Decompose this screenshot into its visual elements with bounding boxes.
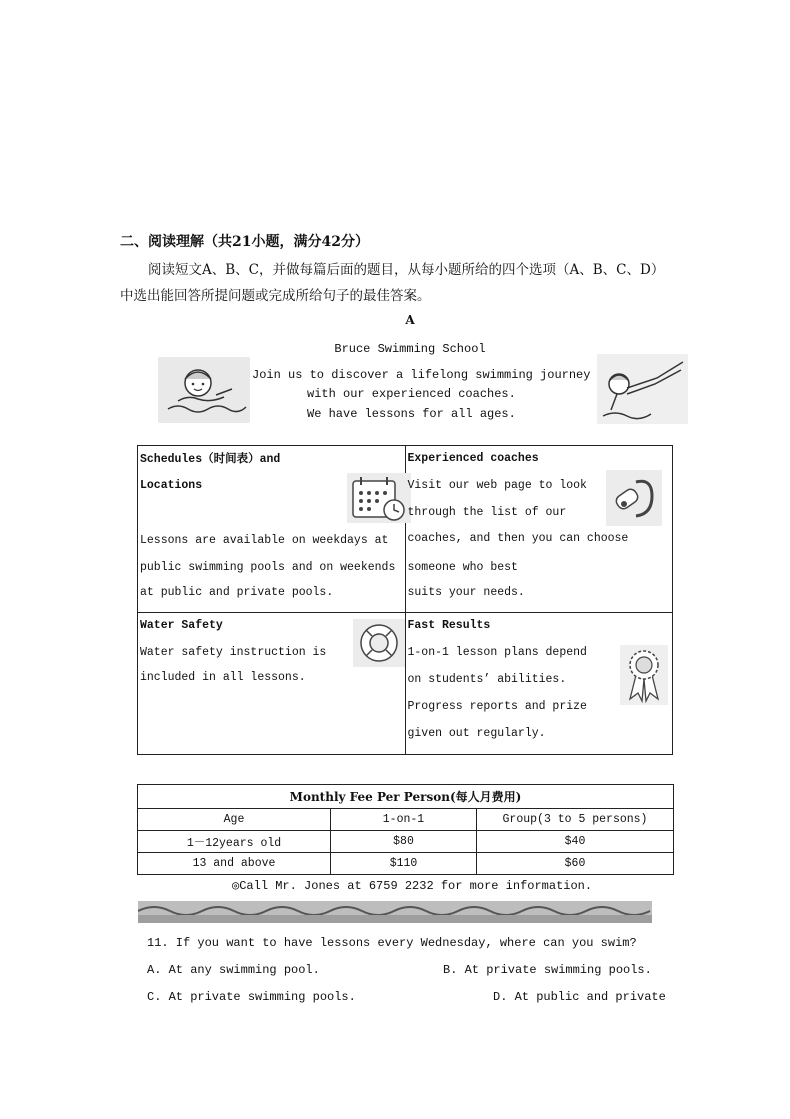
option-b: B. At private swimming pools. — [443, 963, 652, 977]
coaches-body-1: Visit our web page to look — [407, 479, 587, 492]
wave-strip-decoration — [138, 901, 652, 923]
section-title: 二、阅读理解（共21小题，满分42分） — [120, 234, 369, 250]
fee-cell: 1－12years old — [138, 831, 331, 853]
schedules-cell — [138, 446, 406, 613]
option-c: C. At private swimming pools. — [147, 990, 356, 1004]
schedules-body-1: Lessons are available on weekdays at — [140, 534, 389, 547]
safety-cell — [138, 613, 406, 755]
fee-header-age: Age — [138, 809, 331, 831]
fee-table-title: Monthly Fee Per Person(每人月费用) — [138, 785, 674, 809]
table-row — [138, 853, 674, 875]
coaches-body-4: someone who best — [407, 561, 518, 574]
passage-letter: A — [405, 313, 415, 327]
fee-cell: $40 — [477, 831, 674, 853]
fee-table — [137, 784, 674, 875]
lifebuoy-icon — [353, 619, 405, 667]
question-stem: 11. If you want to have lessons every Wednesday, where can you swim? — [147, 936, 637, 950]
fee-cell: $80 — [331, 831, 477, 853]
results-body-4: given out regularly. — [407, 727, 546, 740]
option-a: A. At any swimming pool. — [147, 963, 320, 977]
calendar-clock-icon — [347, 473, 411, 523]
coaches-body-5: suits your needs. — [407, 586, 525, 599]
fee-cell: 13 and above — [138, 853, 331, 875]
table-row — [138, 809, 674, 831]
schedules-title-2: Locations — [140, 479, 203, 492]
instruction-line-1: 阅读短文A、B、C，并做每篇后面的题目，从每小题所给的四个选项（A、B、C、D） — [148, 262, 665, 278]
child-swimmer-icon — [158, 357, 250, 423]
coaches-body-2: through the list of our — [407, 506, 567, 519]
intro-line-1: Join us to discover a lifelong swimming journey — [252, 368, 591, 382]
safety-body-1: Water safety instruction is — [140, 646, 327, 659]
schedules-body-2: public swimming pools and on weekends — [140, 561, 396, 574]
safety-title: Water Safety — [140, 619, 223, 632]
intro-line-2: with our experienced coaches. — [307, 387, 516, 401]
schedules-title-1: Schedules（时间表）and — [140, 453, 281, 466]
diving-swimmer-icon — [597, 354, 688, 424]
results-body-2: on students’ abilities. — [407, 673, 567, 686]
schedules-body-3: at public and private pools. — [140, 586, 334, 599]
fee-cell: $110 — [331, 853, 477, 875]
table-row — [138, 831, 674, 853]
contact-note: ◎Call Mr. Jones at 6759 2232 for more information. — [232, 879, 593, 893]
results-title: Fast Results — [407, 619, 491, 632]
results-body-3: Progress reports and prize — [407, 700, 587, 713]
fee-cell: $60 — [477, 853, 674, 875]
features-table — [137, 445, 673, 755]
fee-header-group: Group(3 to 5 persons) — [477, 809, 674, 831]
results-cell — [405, 613, 673, 755]
coaches-title: Experienced coaches — [407, 452, 539, 465]
fee-header-1on1: 1-on-1 — [331, 809, 477, 831]
safety-body-2: included in all lessons. — [140, 671, 306, 684]
school-name: Bruce Swimming School — [334, 342, 486, 356]
coaches-cell — [405, 446, 673, 613]
instruction-line-2: 中选出能回答所提问题或完成所给句子的最佳答案。 — [120, 288, 431, 304]
intro-line-3: We have lessons for all ages. — [307, 407, 516, 421]
whistle-icon — [606, 470, 662, 526]
option-d: D. At public and private — [493, 990, 666, 1004]
ribbon-medal-icon — [620, 645, 668, 705]
results-body-1: 1-on-1 lesson plans depend — [407, 646, 587, 659]
coaches-body-3: coaches, and then you can choose — [407, 532, 629, 545]
